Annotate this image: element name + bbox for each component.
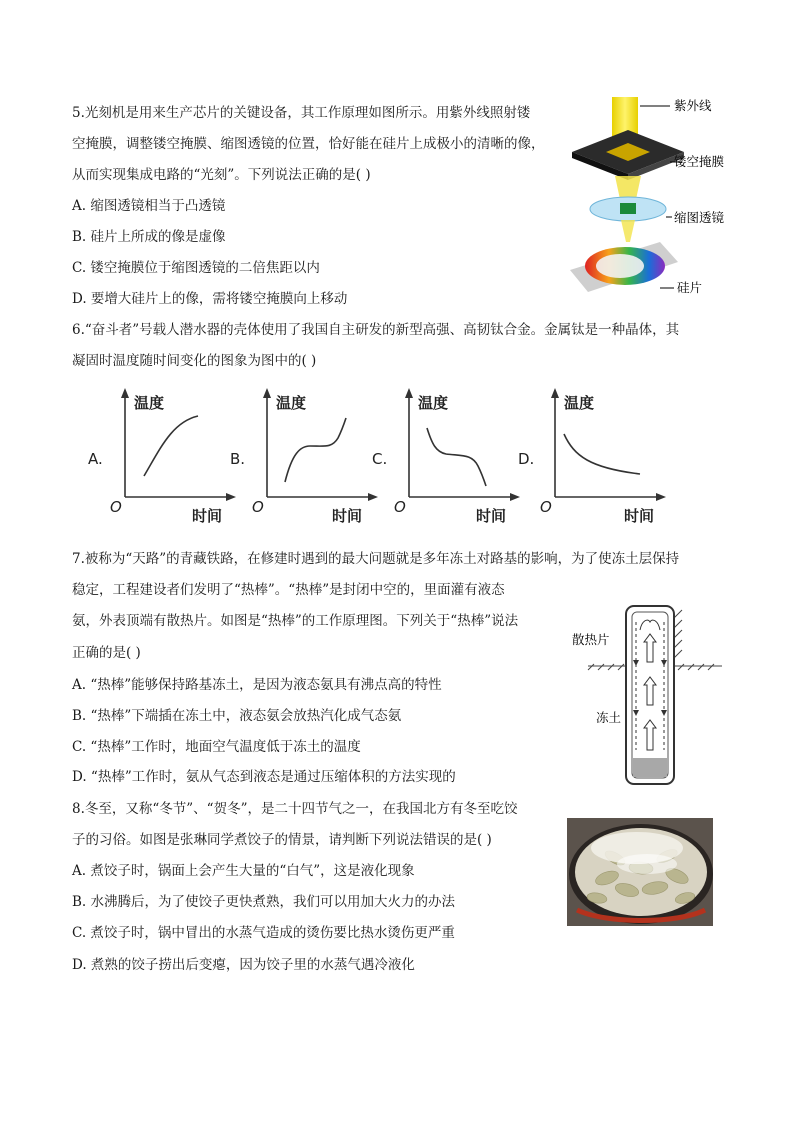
lithography-figure	[560, 92, 740, 304]
graph-c-xlabel: 时间	[476, 507, 507, 525]
q5-option-b: B. 硅片上所成的像是虚像	[72, 229, 226, 245]
graph-b-ylabel: 温度	[276, 394, 307, 412]
graph-a-letter: A.	[88, 450, 103, 468]
q8-option-b: B. 水沸腾后，为了使饺子更快煮熟，我们可以用加大火力的办法	[72, 894, 456, 910]
label-wafer: 硅片	[677, 280, 703, 295]
q5-stem-line-3: 从而实现集成电路的“光刻”。下列说法正确的是( )	[72, 167, 371, 183]
temperature-graphs	[80, 384, 680, 529]
graph-a-xlabel: 时间	[192, 507, 223, 525]
q5-stem-line-2: 空掩膜，调整镂空掩膜、缩图透镜的位置，恰好能在硅片上成极小的清晰的像，	[72, 136, 545, 152]
graph-a	[88, 388, 236, 525]
q5-option-c: C. 镂空掩膜位于缩图透镜的二倍焦距以内	[72, 260, 320, 276]
graph-d-letter: D.	[518, 450, 535, 468]
graph-c-origin: O	[394, 498, 406, 516]
q7-stem-line-3: 氨，外表顶端有散热片。如图是“热棒”的工作原理图。下列关于“热棒”说法	[72, 613, 519, 629]
q8-option-c: C. 煮饺子时，锅中冒出的水蒸气造成的烫伤要比热水烫伤更严重	[72, 925, 455, 941]
graph-a-ylabel: 温度	[134, 394, 165, 412]
q5-stem-line-1: 5.光刻机是用来生产芯片的关键设备，其工作原理如图所示。用紫外线照射镂	[72, 105, 531, 121]
q8-stem-line-1: 8.冬至，又称“冬节”、“贺冬”，是二十四节气之一，在我国北方有冬至吃饺	[72, 801, 518, 817]
q8-stem-line-2: 子的习俗。如图是张琳同学煮饺子的情景，请判断下列说法错误的是( )	[72, 832, 492, 848]
q7-stem-line-4: 正确的是( )	[72, 645, 141, 661]
graph-d-curve	[564, 434, 640, 474]
liquid-ammonia	[633, 758, 667, 777]
q7-stem-line-1: 7.被称为“天路”的青藏铁路，在修建时遇到的最大问题就是多年冻土对路基的影响，为了使冻土层保持	[72, 551, 680, 567]
label-mask: 镂空掩膜	[674, 154, 725, 169]
q8-option-a: A. 煮饺子时，锅面上会产生大量的“白气”，这是液化现象	[72, 863, 415, 879]
q7-option-b: B. “热棒”下端插在冻土中，液态氨会放热汽化成气态氨	[72, 708, 402, 724]
graph-d-ylabel: 温度	[564, 394, 595, 412]
graph-c-ylabel: 温度	[418, 394, 449, 412]
graph-b-origin: O	[252, 498, 264, 516]
graph-b-xlabel: 时间	[332, 507, 363, 525]
graph-b-curve	[285, 418, 346, 482]
dumpling-pot-photo	[567, 818, 713, 926]
q6-stem-line-2: 凝固时温度随时间变化的图象为图中的( )	[72, 353, 317, 369]
q5-option-a: A. 缩图透镜相当于凸透镜	[72, 198, 226, 214]
q7-option-c: C. “热棒”工作时，地面空气温度低于冻土的温度	[72, 739, 361, 755]
q6-stem-line-1: 6.“奋斗者”号载人潜水器的壳体使用了我国自主研发的新型高强、高韧钛合金。金属钛是一种晶体，其	[72, 322, 680, 338]
graph-a-curve	[144, 416, 198, 476]
graph-c-letter: C.	[372, 450, 388, 468]
graph-c	[372, 388, 520, 525]
graph-d-xlabel: 时间	[624, 507, 655, 525]
q7-option-a: A. “热棒”能够保持路基冻土，是因为液态氨具有沸点高的特性	[72, 677, 442, 693]
graph-b-letter: B.	[230, 450, 246, 468]
label-uv: 紫外线	[674, 98, 712, 113]
q7-stem-line-2: 稳定，工程建设者们发明了“热棒”。“热棒”是封闭中空的，里面灌有液态	[72, 582, 505, 598]
heat-pipe-figure	[570, 600, 730, 788]
q5-option-d: D. 要增大硅片上的像，需将镂空掩膜向上移动	[72, 291, 348, 307]
q7-option-d: D. “热棒”工作时，氨从气态到液态是通过压缩体积的方法实现的	[72, 769, 456, 785]
graph-b	[230, 388, 378, 525]
graph-c-curve	[427, 428, 486, 486]
q8-option-d: D. 煮熟的饺子捞出后变瘪，因为饺子里的水蒸气遇冷液化	[72, 957, 415, 973]
graph-d	[518, 388, 666, 525]
graph-d-origin: O	[540, 498, 552, 516]
label-frozen-soil: 冻土	[596, 710, 622, 725]
graph-a-origin: O	[110, 498, 122, 516]
label-fins: 散热片	[572, 632, 610, 647]
label-lens: 缩图透镜	[674, 210, 725, 225]
